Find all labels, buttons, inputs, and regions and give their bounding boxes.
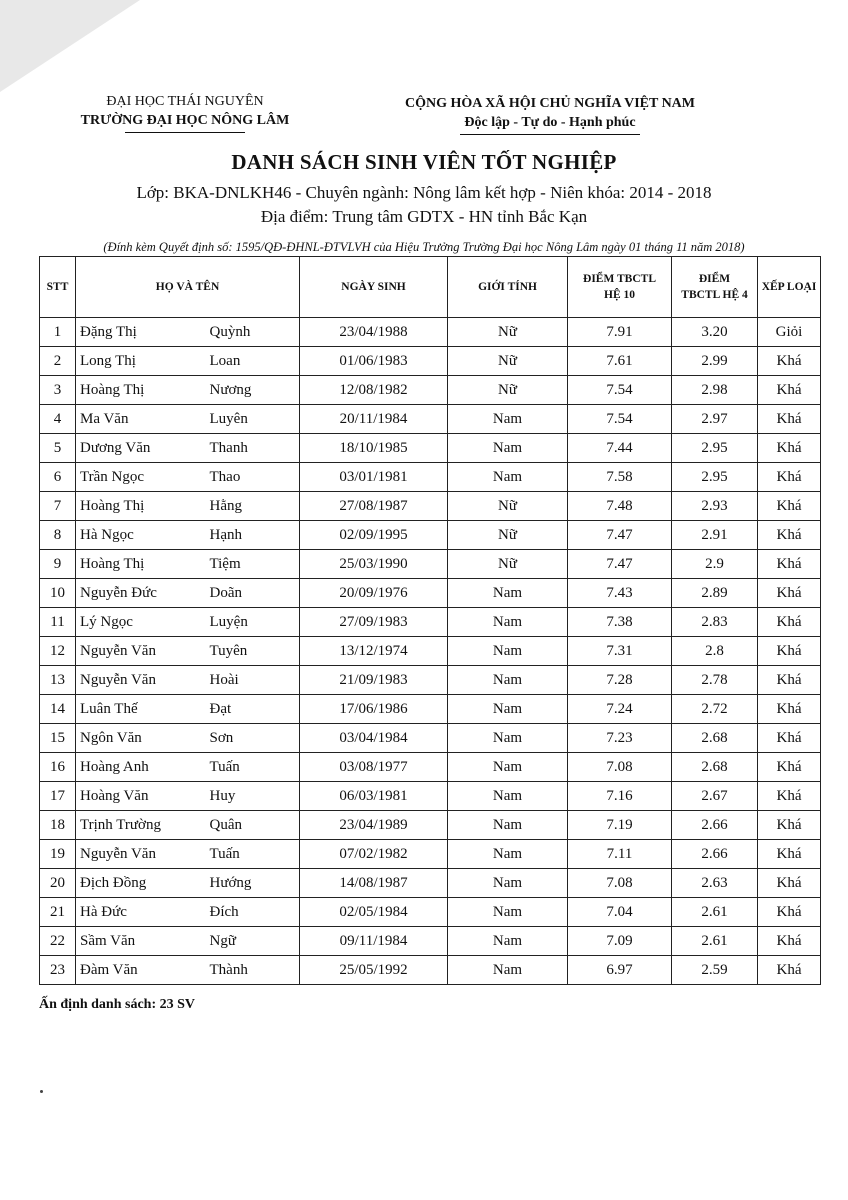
cell-gpa4: 2.99 [672, 347, 758, 376]
cell-gpa4: 2.59 [672, 956, 758, 985]
cell-gender: Nam [448, 608, 568, 637]
issuing-organization [60, 92, 310, 133]
cell-rank: Khá [758, 666, 821, 695]
cell-gpa4: 2.61 [672, 898, 758, 927]
cell-family-name: Nguyễn Đức [76, 579, 206, 608]
cell-stt: 14 [40, 695, 76, 724]
cell-rank: Khá [758, 521, 821, 550]
cell-stt: 21 [40, 898, 76, 927]
divider [125, 132, 245, 133]
cell-stt: 19 [40, 840, 76, 869]
table-row [40, 956, 821, 985]
table-row [40, 724, 821, 753]
cell-family-name: Long Thị [76, 347, 206, 376]
cell-dob: 14/08/1987 [300, 869, 448, 898]
cell-family-name: Ma Văn [76, 405, 206, 434]
cell-gender: Nam [448, 463, 568, 492]
cell-family-name: Hà Ngọc [76, 521, 206, 550]
cell-given-name: Quỳnh [206, 318, 300, 347]
cell-gpa4: 2.61 [672, 927, 758, 956]
cell-given-name: Hướng [206, 869, 300, 898]
table-row [40, 463, 821, 492]
header-gender: GIỚI TÍNH [448, 257, 568, 318]
location-info: Địa điểm: Trung tâm GDTX - HN tỉnh Bắc Kạn [260, 207, 588, 226]
cell-gpa4: 2.98 [672, 376, 758, 405]
cell-gpa10: 7.19 [568, 811, 672, 840]
header-name: HỌ VÀ TÊN [76, 257, 300, 318]
cell-stt: 18 [40, 811, 76, 840]
cell-given-name: Hằng [206, 492, 300, 521]
cell-gpa4: 2.78 [672, 666, 758, 695]
table-row [40, 782, 821, 811]
cell-dob: 20/09/1976 [300, 579, 448, 608]
table-row [40, 927, 821, 956]
cell-dob: 07/02/1982 [300, 840, 448, 869]
cell-gpa10: 7.61 [568, 347, 672, 376]
cell-given-name: Hoài [206, 666, 300, 695]
cell-rank: Khá [758, 898, 821, 927]
cell-family-name: Hoàng Thị [76, 550, 206, 579]
cell-given-name: Sơn [206, 724, 300, 753]
cell-given-name: Loan [206, 347, 300, 376]
cell-rank: Khá [758, 492, 821, 521]
cell-gpa10: 7.47 [568, 521, 672, 550]
cell-gpa10: 7.31 [568, 637, 672, 666]
cell-rank: Khá [758, 463, 821, 492]
cell-stt: 5 [40, 434, 76, 463]
cell-gpa10: 7.11 [568, 840, 672, 869]
cell-gpa10: 7.44 [568, 434, 672, 463]
divider [460, 134, 640, 135]
header-gpa4-line1: ĐIỂM [698, 273, 731, 285]
cell-dob: 03/04/1984 [300, 724, 448, 753]
cell-gender: Nam [448, 898, 568, 927]
cell-rank: Khá [758, 695, 821, 724]
cell-gender: Nam [448, 927, 568, 956]
table-row [40, 434, 821, 463]
table-row [40, 695, 821, 724]
cell-stt: 11 [40, 608, 76, 637]
cell-family-name: Hoàng Anh [76, 753, 206, 782]
cell-family-name: Nguyễn Văn [76, 666, 206, 695]
table-row [40, 753, 821, 782]
list-total: Ấn định danh sách: 23 SV [39, 997, 196, 1012]
cell-gender: Nữ [448, 347, 568, 376]
cell-family-name: Dương Văn [76, 434, 206, 463]
table-row [40, 405, 821, 434]
cell-gpa4: 2.89 [672, 579, 758, 608]
cell-dob: 12/08/1982 [300, 376, 448, 405]
cell-gender: Nữ [448, 521, 568, 550]
table-row [40, 637, 821, 666]
cell-gender: Nam [448, 724, 568, 753]
header-dob: NGÀY SINH [300, 257, 448, 318]
cell-given-name: Hạnh [206, 521, 300, 550]
cell-family-name: Trần Ngọc [76, 463, 206, 492]
cell-family-name: Hoàng Thị [76, 376, 206, 405]
table-row [40, 666, 821, 695]
table-row [40, 347, 821, 376]
cell-gpa10: 7.04 [568, 898, 672, 927]
table-row [40, 579, 821, 608]
cell-given-name: Quân [206, 811, 300, 840]
cell-stt: 6 [40, 463, 76, 492]
cell-gender: Nam [448, 666, 568, 695]
cell-gpa4: 2.9 [672, 550, 758, 579]
cell-family-name: Trịnh Trường [76, 811, 206, 840]
cell-family-name: Luân Thế [76, 695, 206, 724]
cell-family-name: Hà Đức [76, 898, 206, 927]
cell-stt: 23 [40, 956, 76, 985]
cell-rank: Khá [758, 434, 821, 463]
cell-given-name: Doãn [206, 579, 300, 608]
cell-gpa4: 2.68 [672, 753, 758, 782]
cell-given-name: Ngữ [206, 927, 300, 956]
cell-gpa4: 2.63 [672, 869, 758, 898]
cell-given-name: Huy [206, 782, 300, 811]
cell-rank: Khá [758, 376, 821, 405]
cell-gender: Nữ [448, 492, 568, 521]
cell-rank: Khá [758, 782, 821, 811]
cell-gpa4: 2.91 [672, 521, 758, 550]
cell-gpa10: 6.97 [568, 956, 672, 985]
cell-gpa10: 7.54 [568, 376, 672, 405]
cell-gpa10: 7.48 [568, 492, 672, 521]
cell-gender: Nam [448, 956, 568, 985]
cell-rank: Khá [758, 405, 821, 434]
cell-stt: 2 [40, 347, 76, 376]
cell-dob: 01/06/1983 [300, 347, 448, 376]
cell-given-name: Thành [206, 956, 300, 985]
cell-dob: 06/03/1981 [300, 782, 448, 811]
cell-given-name: Thao [206, 463, 300, 492]
cell-stt: 8 [40, 521, 76, 550]
cell-gpa10: 7.91 [568, 318, 672, 347]
header-stt: STT [40, 257, 76, 318]
cell-gpa4: 2.66 [672, 840, 758, 869]
cell-gpa4: 2.68 [672, 724, 758, 753]
cell-dob: 25/05/1992 [300, 956, 448, 985]
cell-gpa10: 7.47 [568, 550, 672, 579]
cell-gender: Nữ [448, 318, 568, 347]
cell-dob: 27/09/1983 [300, 608, 448, 637]
cell-gpa4: 2.66 [672, 811, 758, 840]
motto: Độc lập - Tự do - Hạnh phúc [464, 115, 636, 130]
cell-gpa4: 2.97 [672, 405, 758, 434]
cell-family-name: Đặng Thị [76, 318, 206, 347]
cell-dob: 17/06/1986 [300, 695, 448, 724]
cell-given-name: Tuấn [206, 753, 300, 782]
cell-dob: 13/12/1974 [300, 637, 448, 666]
table-row [40, 521, 821, 550]
cell-gpa10: 7.08 [568, 869, 672, 898]
header-gpa10 [568, 257, 672, 318]
cell-gpa10: 7.28 [568, 666, 672, 695]
table-row [40, 550, 821, 579]
cell-gpa4: 2.8 [672, 637, 758, 666]
cell-rank: Khá [758, 753, 821, 782]
school-name: TRƯỜNG ĐẠI HỌC NÔNG LÂM [80, 113, 290, 128]
cell-stt: 4 [40, 405, 76, 434]
cell-dob: 21/09/1983 [300, 666, 448, 695]
cell-given-name: Đạt [206, 695, 300, 724]
cell-gender: Nam [448, 695, 568, 724]
cell-rank: Khá [758, 579, 821, 608]
table-row [40, 898, 821, 927]
cell-given-name: Tuyên [206, 637, 300, 666]
cell-gender: Nam [448, 840, 568, 869]
cell-stt: 12 [40, 637, 76, 666]
header-gpa4-line2: TBCTL HỆ 4 [681, 289, 748, 301]
cell-gender: Nam [448, 782, 568, 811]
table-row [40, 811, 821, 840]
cell-stt: 1 [40, 318, 76, 347]
cell-stt: 3 [40, 376, 76, 405]
cell-dob: 20/11/1984 [300, 405, 448, 434]
cell-family-name: Lý Ngọc [76, 608, 206, 637]
cell-dob: 09/11/1984 [300, 927, 448, 956]
cell-gender: Nam [448, 811, 568, 840]
cell-stt: 7 [40, 492, 76, 521]
cell-gpa10: 7.16 [568, 782, 672, 811]
cell-family-name: Nguyễn Văn [76, 637, 206, 666]
cell-gpa10: 7.58 [568, 463, 672, 492]
table-row [40, 840, 821, 869]
cell-gpa10: 7.43 [568, 579, 672, 608]
country-name: CỘNG HÒA XÃ HỘI CHỦ NGHĨA VIỆT NAM [404, 96, 695, 111]
cell-family-name: Đàm Văn [76, 956, 206, 985]
national-motto [370, 94, 730, 135]
cell-gender: Nam [448, 869, 568, 898]
cell-stt: 13 [40, 666, 76, 695]
cell-dob: 02/05/1984 [300, 898, 448, 927]
cell-gpa10: 7.09 [568, 927, 672, 956]
cell-gpa10: 7.54 [568, 405, 672, 434]
cell-rank: Khá [758, 927, 821, 956]
cell-rank: Khá [758, 869, 821, 898]
table-row [40, 318, 821, 347]
table-row [40, 869, 821, 898]
cell-family-name: Hoàng Thị [76, 492, 206, 521]
table-row [40, 376, 821, 405]
cell-gender: Nam [448, 405, 568, 434]
cell-given-name: Luyện [206, 608, 300, 637]
cell-gender: Nam [448, 753, 568, 782]
cell-gender: Nam [448, 434, 568, 463]
cell-gpa10: 7.38 [568, 608, 672, 637]
cell-given-name: Tuấn [206, 840, 300, 869]
table-header-row [40, 257, 821, 318]
cell-given-name: Nương [206, 376, 300, 405]
cell-dob: 23/04/1988 [300, 318, 448, 347]
cell-family-name: Hoàng Văn [76, 782, 206, 811]
cell-gpa4: 3.20 [672, 318, 758, 347]
cell-gpa10: 7.24 [568, 695, 672, 724]
graduate-table [39, 256, 821, 985]
header-rank: XẾP LOẠI [758, 257, 821, 318]
cell-rank: Khá [758, 550, 821, 579]
cell-dob: 23/04/1989 [300, 811, 448, 840]
cell-gpa4: 2.67 [672, 782, 758, 811]
cell-gpa4: 2.95 [672, 434, 758, 463]
cell-gender: Nam [448, 579, 568, 608]
cell-rank: Khá [758, 724, 821, 753]
cell-rank: Khá [758, 608, 821, 637]
cell-stt: 20 [40, 869, 76, 898]
header-gpa10-line2: HỆ 10 [604, 289, 636, 301]
university-name: ĐẠI HỌC THÁI NGUYÊN [106, 94, 264, 109]
document-title: DANH SÁCH SINH VIÊN TỐT NGHIỆP [231, 150, 617, 174]
cell-gender: Nữ [448, 376, 568, 405]
header-gpa10-line1: ĐIỂM TBCTL [583, 273, 656, 285]
cell-given-name: Luyên [206, 405, 300, 434]
cell-rank: Khá [758, 956, 821, 985]
cell-dob: 18/10/1985 [300, 434, 448, 463]
cell-dob: 03/08/1977 [300, 753, 448, 782]
class-info: Lớp: BKA-DNLKH46 - Chuyên ngành: Nông lâm kết hợp - Niên khóa: 2014 - 2018 [136, 183, 712, 202]
cell-family-name: Nguyễn Văn [76, 840, 206, 869]
cell-stt: 22 [40, 927, 76, 956]
cell-stt: 17 [40, 782, 76, 811]
decision-note: (Đính kèm Quyết định số: 1595/QĐ-ĐHNL-ĐTVLVH của Hiệu Trưởng Trường Đại học Nông Lâm ngày 01 tháng 11 năm 2018) [103, 240, 745, 254]
cell-family-name: Địch Đồng [76, 869, 206, 898]
cell-dob: 03/01/1981 [300, 463, 448, 492]
cell-gpa4: 2.83 [672, 608, 758, 637]
cell-rank: Giỏi [758, 318, 821, 347]
table-row [40, 492, 821, 521]
cell-given-name: Tiệm [206, 550, 300, 579]
cell-gpa4: 2.72 [672, 695, 758, 724]
cell-dob: 02/09/1995 [300, 521, 448, 550]
cell-family-name: Ngôn Văn [76, 724, 206, 753]
cell-dob: 25/03/1990 [300, 550, 448, 579]
cell-rank: Khá [758, 347, 821, 376]
cell-stt: 9 [40, 550, 76, 579]
scan-speck [40, 1090, 43, 1093]
cell-given-name: Đích [206, 898, 300, 927]
cell-stt: 15 [40, 724, 76, 753]
cell-rank: Khá [758, 811, 821, 840]
cell-dob: 27/08/1987 [300, 492, 448, 521]
cell-gpa4: 2.95 [672, 463, 758, 492]
cell-gpa4: 2.93 [672, 492, 758, 521]
cell-gender: Nữ [448, 550, 568, 579]
cell-gender: Nam [448, 637, 568, 666]
cell-rank: Khá [758, 637, 821, 666]
header-gpa4 [672, 257, 758, 318]
cell-stt: 16 [40, 753, 76, 782]
cell-family-name: Sầm Văn [76, 927, 206, 956]
cell-given-name: Thanh [206, 434, 300, 463]
folded-corner [0, 0, 140, 92]
table-row [40, 608, 821, 637]
cell-rank: Khá [758, 840, 821, 869]
cell-stt: 10 [40, 579, 76, 608]
cell-gpa10: 7.08 [568, 753, 672, 782]
cell-gpa10: 7.23 [568, 724, 672, 753]
